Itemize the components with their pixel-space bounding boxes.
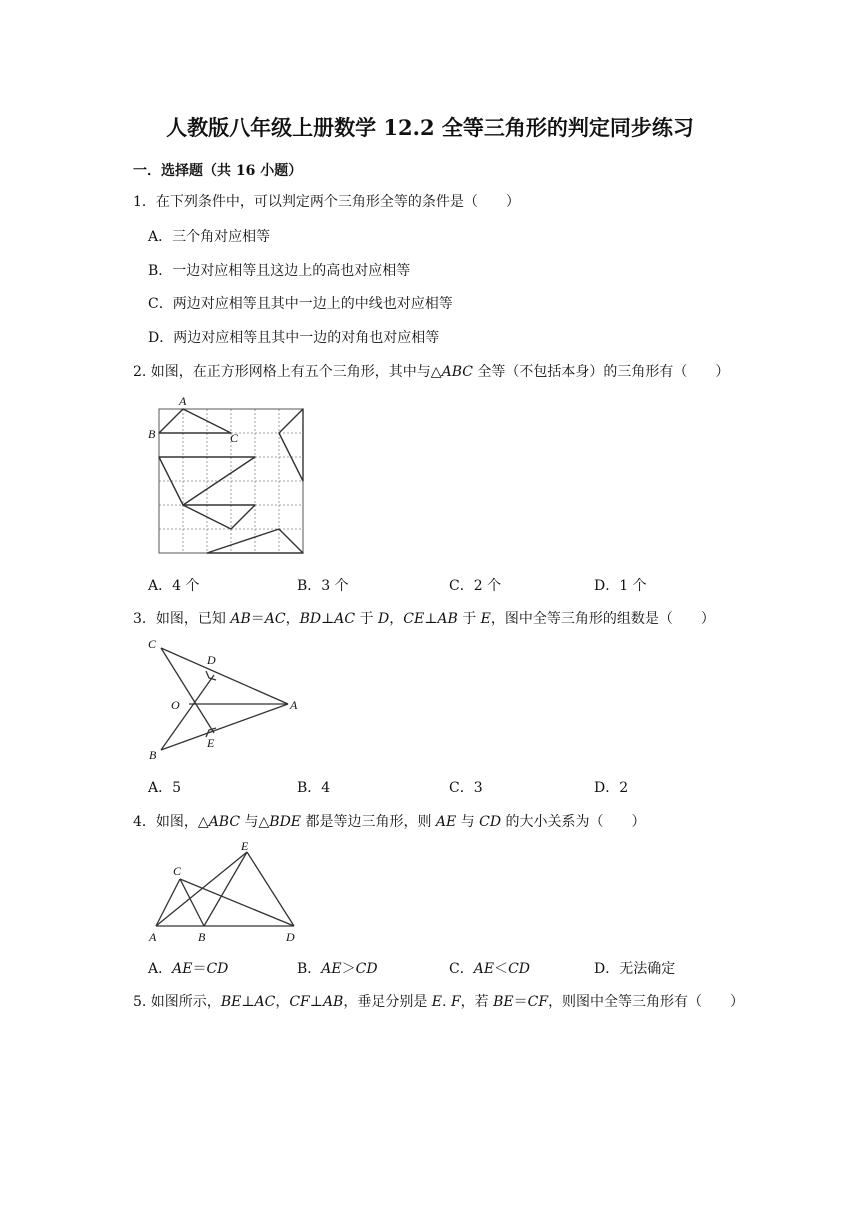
label-e: E <box>207 736 215 750</box>
question-1-option-c: C．两边对应相等且其中一边上的中线也对应相等 <box>148 296 453 312</box>
question-1-stem: 1．在下列条件中，可以判定两个三角形全等的条件是（ ） <box>133 194 520 210</box>
label-b: B <box>198 930 206 944</box>
question-3-option-a: A．5 <box>148 780 182 796</box>
label-d: D <box>207 653 216 667</box>
label-b: B <box>148 427 156 441</box>
label-a: A <box>179 394 187 408</box>
question-3-option-d: D．2 <box>594 780 629 796</box>
triangle-5 <box>279 409 303 481</box>
question-2-option-b: B．3 个 <box>297 578 349 594</box>
label-o: O <box>171 698 180 712</box>
question-4-stem: 4．如图，△ABC 与△BDE 都是等边三角形，则 AE 与 CD 的大小关系为（ ） <box>133 814 646 830</box>
question-3-option-c: C．3 <box>449 780 483 796</box>
question-4-option-a: A．AE＝CD <box>148 961 229 977</box>
page-title: 人教版八年级上册数学 12.2 全等三角形的判定同步练习 <box>166 115 694 140</box>
label-b: B <box>149 748 157 762</box>
question-3-stem: 3．如图，已知 AB＝AC，BD⊥AC 于 D，CE⊥AB 于 E，图中全等三角形的组数是（ ） <box>133 611 715 627</box>
figure-q3 <box>140 632 315 764</box>
label-a: A <box>149 930 157 944</box>
triangle-3 <box>183 505 255 529</box>
section-heading: 一．选择题（共 16 小题） <box>133 163 303 179</box>
question-2-option-d: D．1 个 <box>594 578 647 594</box>
label-c: C <box>230 431 239 445</box>
question-3-option-b: B．4 <box>297 780 331 796</box>
question-1-option-b: B．一边对应相等且这边上的高也对应相等 <box>148 263 411 279</box>
figure-q4 <box>140 837 315 947</box>
question-1-option-a: A．三个角对应相等 <box>148 229 271 245</box>
question-4-option-b: B．AE＞CD <box>297 961 378 977</box>
label-a: A <box>290 698 298 712</box>
question-2-option-a: A．4 个 <box>148 578 200 594</box>
label-c: C <box>173 864 182 878</box>
label-d: D <box>286 930 295 944</box>
grid-figure <box>146 392 316 556</box>
question-4-option-c: C．AE＜CD <box>449 961 530 977</box>
triangle-abc <box>159 409 231 433</box>
question-1-option-d: D．两边对应相等且其中一边的对角也对应相等 <box>148 330 440 346</box>
question-2-stem: 2. 如图，在正方形网格上有五个三角形，其中与△ABC 全等（不包括本身）的三角形有（ ） <box>133 364 730 380</box>
label-c: C <box>148 637 157 651</box>
question-5-stem: 5. 如图所示，BE⊥AC，CF⊥AB，垂足分别是 E. F，若 BE＝CF，则图中全等三角形有（ ） <box>133 994 745 1010</box>
question-2-option-c: C．2 个 <box>449 578 502 594</box>
label-e: E <box>241 839 249 853</box>
question-4-option-d: D．无法确定 <box>594 961 676 977</box>
